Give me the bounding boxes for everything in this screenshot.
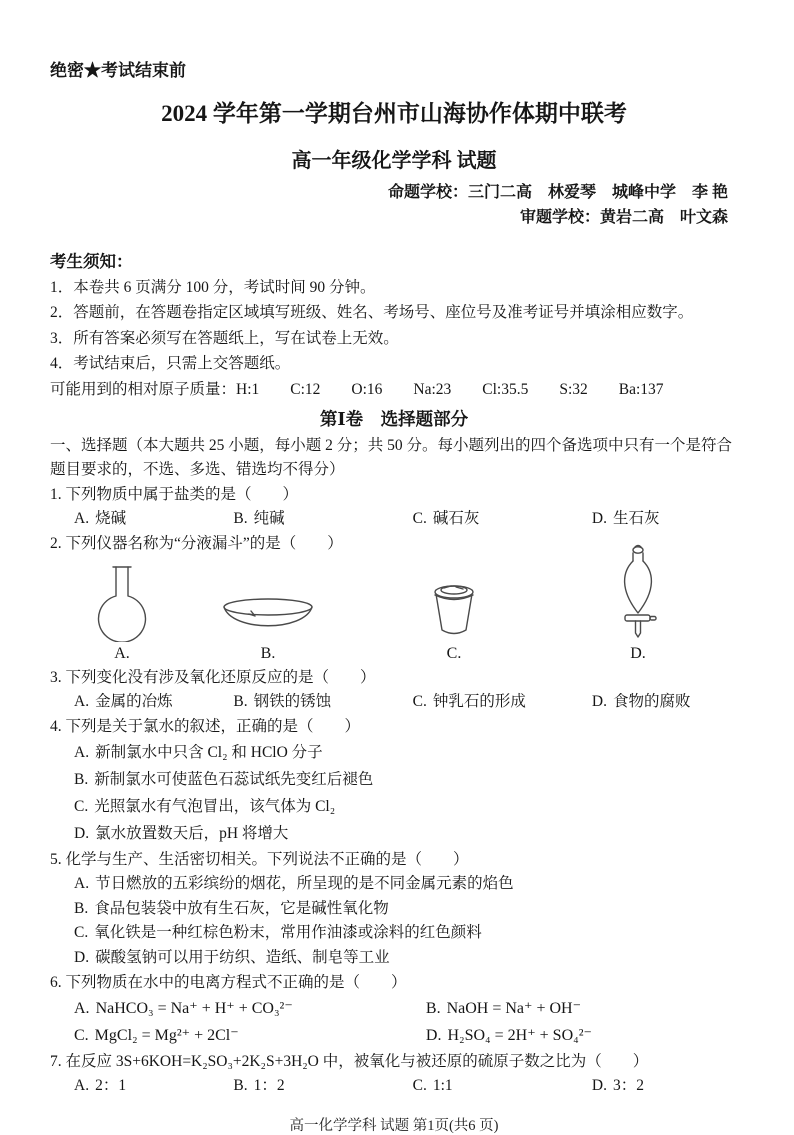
figure-label: A. [114,645,130,662]
option-a: A. 金属的冶炼 [74,693,173,710]
question-5-stem: 5. 化学与生产、生活密切相关。下列说法不正确的是（ ） [50,851,469,868]
question-2-stem: 2. 下列仪器名称为“分液漏斗”的是（ ） [50,535,343,552]
section-intro: 一、选择题（本大题共 25 小题，每小题 2 分；共 50 分。每小题列出的四个备选项中只有一个是符合题目要求的，不选、多选、错选均不得分） [50,437,733,478]
option-a: A. 新制氯水中只含 Cl₂ 和 HClO 分子 [74,744,323,761]
option-b: B. 1：2 [233,1077,285,1094]
option-b: B. 食品包装袋中放有生石灰，它是碱性氧化物 [74,899,389,917]
figure-option-b [214,594,322,664]
option-a: A. 烧碱 [74,510,127,527]
question-3-stem: 3. 下列变化没有涉及氧化还原反应的是（ ） [50,669,376,686]
ionization-equation: MgCl₂ = Mg²⁺ + 2Cl⁻ [94,1027,239,1044]
question-7-options [50,1074,738,1098]
option-c: C. 钟乳石的形成 [412,693,526,710]
notice-item: 4．考试结束后，只需上交答题纸。 [50,355,291,372]
notice-item: 1．本卷共 6 页满分 100 分，考试时间 90 分钟。 [50,278,376,296]
option-b: B. NaOH = Na⁺ + OH⁻ [425,1000,582,1017]
option-c: C. 氧化铁是一种红棕色粉末，常用作油漆或涂料的红色颜料 [74,924,482,941]
question-4-options [50,739,738,847]
option-d: D. H₂SO₄ = 2H⁺ + SO₄²⁻ [425,1027,592,1044]
option-b: B. 钢铁的锈蚀 [233,693,332,710]
option-b: B. 新制氯水可使蓝色石蕊试纸先变红后褪色 [74,771,374,788]
figure-option-c [422,580,486,664]
question-6-options [50,995,738,1049]
proposer-line: 命题学校：三门二高 林爱琴 城峰中学 李 艳 [387,184,728,201]
section-title: 第Ⅰ卷 选择题部分 [319,409,469,429]
figure-label: C. [446,645,462,662]
ionization-equation: NaOH = Na⁺ + OH⁻ [446,1000,582,1017]
question-4-stem: 4. 下列是关于氯水的叙述，正确的是（ ） [50,718,361,735]
separating-funnel-icon [614,544,662,642]
reviewer-line: 审题学校：黄岩二高 叶文森 [519,209,728,226]
option-a: A. 2：1 [74,1077,127,1094]
notice-item: 2．答题前，在答题卷指定区域填写班级、姓名、考场号、座位号及准考证号并填涂相应数字。 [50,304,694,321]
page-subtitle: 高一年级化学学科 试题 [291,150,497,172]
option-b: B. 纯碱 [233,510,285,527]
question-3-options [50,690,738,714]
option-c: C. 1:1 [412,1077,453,1094]
option-c: C. 碱石灰 [412,510,480,527]
option-d: D. 3：2 [591,1077,644,1094]
option-a: A. 节日燃放的五彩缤纷的烟花，所呈现的是不同金属元素的焰色 [74,875,514,892]
option-d: D. 生石灰 [591,510,660,527]
question-5-options [50,872,738,970]
question-1-stem: 1. 下列物质中属于盐类的是（ ） [50,486,299,503]
notice-heading: 考生须知： [50,252,133,271]
classification-label: 绝密★考试结束前 [50,61,186,80]
candidate-notice [50,249,738,402]
option-d: D. 氯水放置数天后，pH 将增大 [74,825,289,842]
question-6-stem: 6. 下列物质在水中的电离方程式不正确的是（ ） [50,974,407,991]
page-title: 2024 学年第一学期台州市山海协作体期中联考 [161,101,627,126]
figure-option-d [608,544,668,664]
round-bottom-flask-icon [92,562,152,642]
option-d: D. 碳酸氢钠可以用于纺织、造纸、制皂等工业 [74,948,390,966]
option-c: C. 光照氯水有气泡冒出，该气体为 Cl₂ [74,798,336,815]
notice-item: 3．所有答案必须写在答题纸上，写在试卷上无效。 [50,329,399,347]
question-2-figures [50,560,738,664]
ionization-equation: NaHCO₃ = Na⁺ + H⁺ + CO₃²⁻ [95,1000,293,1017]
option-d: D. 食物的腐败 [591,693,691,710]
ionization-equation: H₂SO₄ = 2H⁺ + SO₄²⁻ [447,1027,592,1044]
question-1-options [50,507,738,531]
option-a: A. NaHCO₃ = Na⁺ + H⁺ + CO₃²⁻ [74,1000,293,1017]
page-footer: 高一化学学科 试题 第1页(共6 页) [289,1118,499,1134]
atomic-mass-line: 可能用到的相对原子质量：H:1 C:12 O:16 Na:23 Cl:35.5 S:32 Ba:137 [50,380,664,398]
option-c: C. MgCl₂ = Mg²⁺ + 2Cl⁻ [74,1027,239,1044]
evaporating-dish-icon [218,594,318,642]
figure-label: B. [260,645,276,662]
crucible-icon [426,580,482,642]
figure-label: D. [630,645,646,662]
figure-option-a [86,562,158,664]
question-7-stem: 7. 在反应 3S+6KOH=K₂SO₃+2K₂S+3H₂O 中，被氧化与被还原的硫原子数之比为（ ） [50,1053,649,1070]
